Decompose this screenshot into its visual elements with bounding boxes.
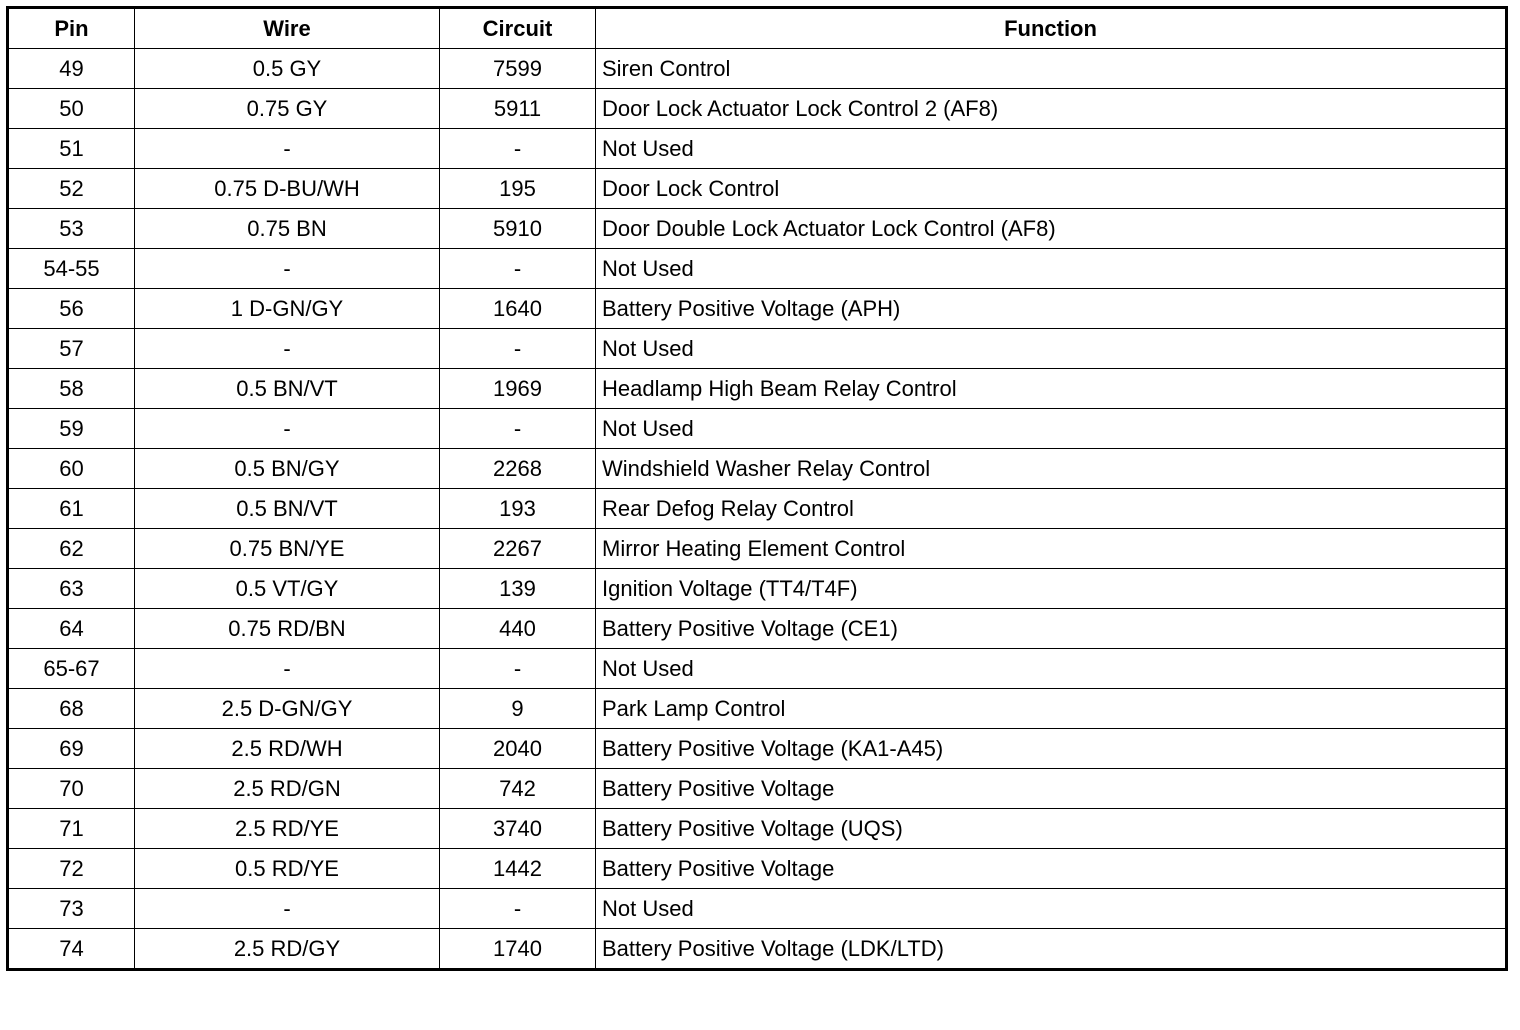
cell-pin: 60 (8, 449, 135, 489)
table-row (8, 889, 1507, 929)
cell-function: Door Lock Control (596, 169, 1507, 209)
header-circuit: Circuit (440, 8, 596, 49)
cell-wire: 0.5 BN/VT (135, 369, 440, 409)
cell-circuit: 742 (440, 769, 596, 809)
cell-function: Park Lamp Control (596, 689, 1507, 729)
cell-wire: - (135, 329, 440, 369)
cell-function: Battery Positive Voltage (596, 849, 1507, 889)
cell-pin: 73 (8, 889, 135, 929)
cell-circuit: 1740 (440, 929, 596, 970)
cell-circuit: 440 (440, 609, 596, 649)
cell-pin: 74 (8, 929, 135, 970)
cell-wire: 0.5 BN/GY (135, 449, 440, 489)
cell-pin: 53 (8, 209, 135, 249)
cell-wire: 0.5 GY (135, 49, 440, 89)
cell-circuit: 2040 (440, 729, 596, 769)
cell-circuit: 9 (440, 689, 596, 729)
table-row (8, 129, 1507, 169)
cell-circuit: - (440, 409, 596, 449)
cell-function: Door Double Lock Actuator Lock Control (AF8) (596, 209, 1507, 249)
header-row (8, 8, 1507, 49)
table-row (8, 849, 1507, 889)
cell-wire: 2.5 RD/GY (135, 929, 440, 970)
header-wire: Wire (135, 8, 440, 49)
cell-wire: - (135, 649, 440, 689)
cell-circuit: 195 (440, 169, 596, 209)
cell-wire: 0.5 BN/VT (135, 489, 440, 529)
cell-function: Not Used (596, 889, 1507, 929)
cell-circuit: 2267 (440, 529, 596, 569)
table-row (8, 929, 1507, 970)
cell-wire: 2.5 RD/YE (135, 809, 440, 849)
cell-circuit: - (440, 129, 596, 169)
cell-circuit: 1969 (440, 369, 596, 409)
cell-function: Mirror Heating Element Control (596, 529, 1507, 569)
table-row (8, 609, 1507, 649)
cell-circuit: 7599 (440, 49, 596, 89)
table-row (8, 289, 1507, 329)
cell-wire: 2.5 D-GN/GY (135, 689, 440, 729)
cell-pin: 50 (8, 89, 135, 129)
cell-pin: 57 (8, 329, 135, 369)
table-row (8, 369, 1507, 409)
cell-pin: 58 (8, 369, 135, 409)
cell-function: Not Used (596, 249, 1507, 289)
cell-function: Battery Positive Voltage (APH) (596, 289, 1507, 329)
table-row (8, 689, 1507, 729)
cell-pin: 64 (8, 609, 135, 649)
cell-circuit: 5911 (440, 89, 596, 129)
cell-wire: 0.5 RD/YE (135, 849, 440, 889)
cell-pin: 63 (8, 569, 135, 609)
cell-circuit: 139 (440, 569, 596, 609)
cell-circuit: - (440, 329, 596, 369)
cell-circuit: 5910 (440, 209, 596, 249)
cell-function: Not Used (596, 409, 1507, 449)
table-row (8, 649, 1507, 689)
cell-pin: 62 (8, 529, 135, 569)
cell-pin: 65-67 (8, 649, 135, 689)
cell-wire: 2.5 RD/WH (135, 729, 440, 769)
cell-circuit: - (440, 649, 596, 689)
cell-function: Battery Positive Voltage (596, 769, 1507, 809)
cell-pin: 56 (8, 289, 135, 329)
cell-function: Battery Positive Voltage (UQS) (596, 809, 1507, 849)
cell-function: Battery Positive Voltage (CE1) (596, 609, 1507, 649)
cell-circuit: 193 (440, 489, 596, 529)
cell-wire: - (135, 409, 440, 449)
table-row (8, 729, 1507, 769)
cell-pin: 61 (8, 489, 135, 529)
cell-pin: 52 (8, 169, 135, 209)
cell-pin: 71 (8, 809, 135, 849)
table-row (8, 49, 1507, 89)
cell-wire: 0.5 VT/GY (135, 569, 440, 609)
cell-function: Not Used (596, 329, 1507, 369)
cell-wire: - (135, 129, 440, 169)
cell-function: Not Used (596, 649, 1507, 689)
table-row (8, 89, 1507, 129)
cell-circuit: - (440, 889, 596, 929)
cell-function: Not Used (596, 129, 1507, 169)
cell-pin: 69 (8, 729, 135, 769)
cell-function: Door Lock Actuator Lock Control 2 (AF8) (596, 89, 1507, 129)
cell-wire: 0.75 RD/BN (135, 609, 440, 649)
cell-pin: 51 (8, 129, 135, 169)
cell-function: Ignition Voltage (TT4/T4F) (596, 569, 1507, 609)
cell-wire: - (135, 249, 440, 289)
cell-circuit: 3740 (440, 809, 596, 849)
header-function: Function (596, 8, 1507, 49)
table-body (8, 49, 1507, 970)
cell-circuit: 2268 (440, 449, 596, 489)
table-header (8, 8, 1507, 49)
header-pin: Pin (8, 8, 135, 49)
table-row (8, 769, 1507, 809)
table-row (8, 809, 1507, 849)
cell-pin: 49 (8, 49, 135, 89)
table-row (8, 169, 1507, 209)
cell-function: Rear Defog Relay Control (596, 489, 1507, 529)
cell-wire: 2.5 RD/GN (135, 769, 440, 809)
table-row (8, 489, 1507, 529)
cell-pin: 68 (8, 689, 135, 729)
table-row (8, 249, 1507, 289)
table-row (8, 449, 1507, 489)
cell-function: Battery Positive Voltage (LDK/LTD) (596, 929, 1507, 970)
cell-wire: - (135, 889, 440, 929)
table-row (8, 409, 1507, 449)
cell-wire: 0.75 D-BU/WH (135, 169, 440, 209)
table-row (8, 329, 1507, 369)
cell-wire: 0.75 BN/YE (135, 529, 440, 569)
cell-wire: 0.75 BN (135, 209, 440, 249)
connector-pinout-table (6, 6, 1508, 971)
cell-pin: 59 (8, 409, 135, 449)
cell-function: Battery Positive Voltage (KA1-A45) (596, 729, 1507, 769)
cell-function: Windshield Washer Relay Control (596, 449, 1507, 489)
cell-circuit: - (440, 249, 596, 289)
table-row (8, 529, 1507, 569)
cell-pin: 70 (8, 769, 135, 809)
table-row (8, 209, 1507, 249)
cell-circuit: 1442 (440, 849, 596, 889)
cell-pin: 72 (8, 849, 135, 889)
cell-wire: 1 D-GN/GY (135, 289, 440, 329)
cell-function: Headlamp High Beam Relay Control (596, 369, 1507, 409)
cell-wire: 0.75 GY (135, 89, 440, 129)
cell-function: Siren Control (596, 49, 1507, 89)
table-row (8, 569, 1507, 609)
cell-pin: 54-55 (8, 249, 135, 289)
cell-circuit: 1640 (440, 289, 596, 329)
